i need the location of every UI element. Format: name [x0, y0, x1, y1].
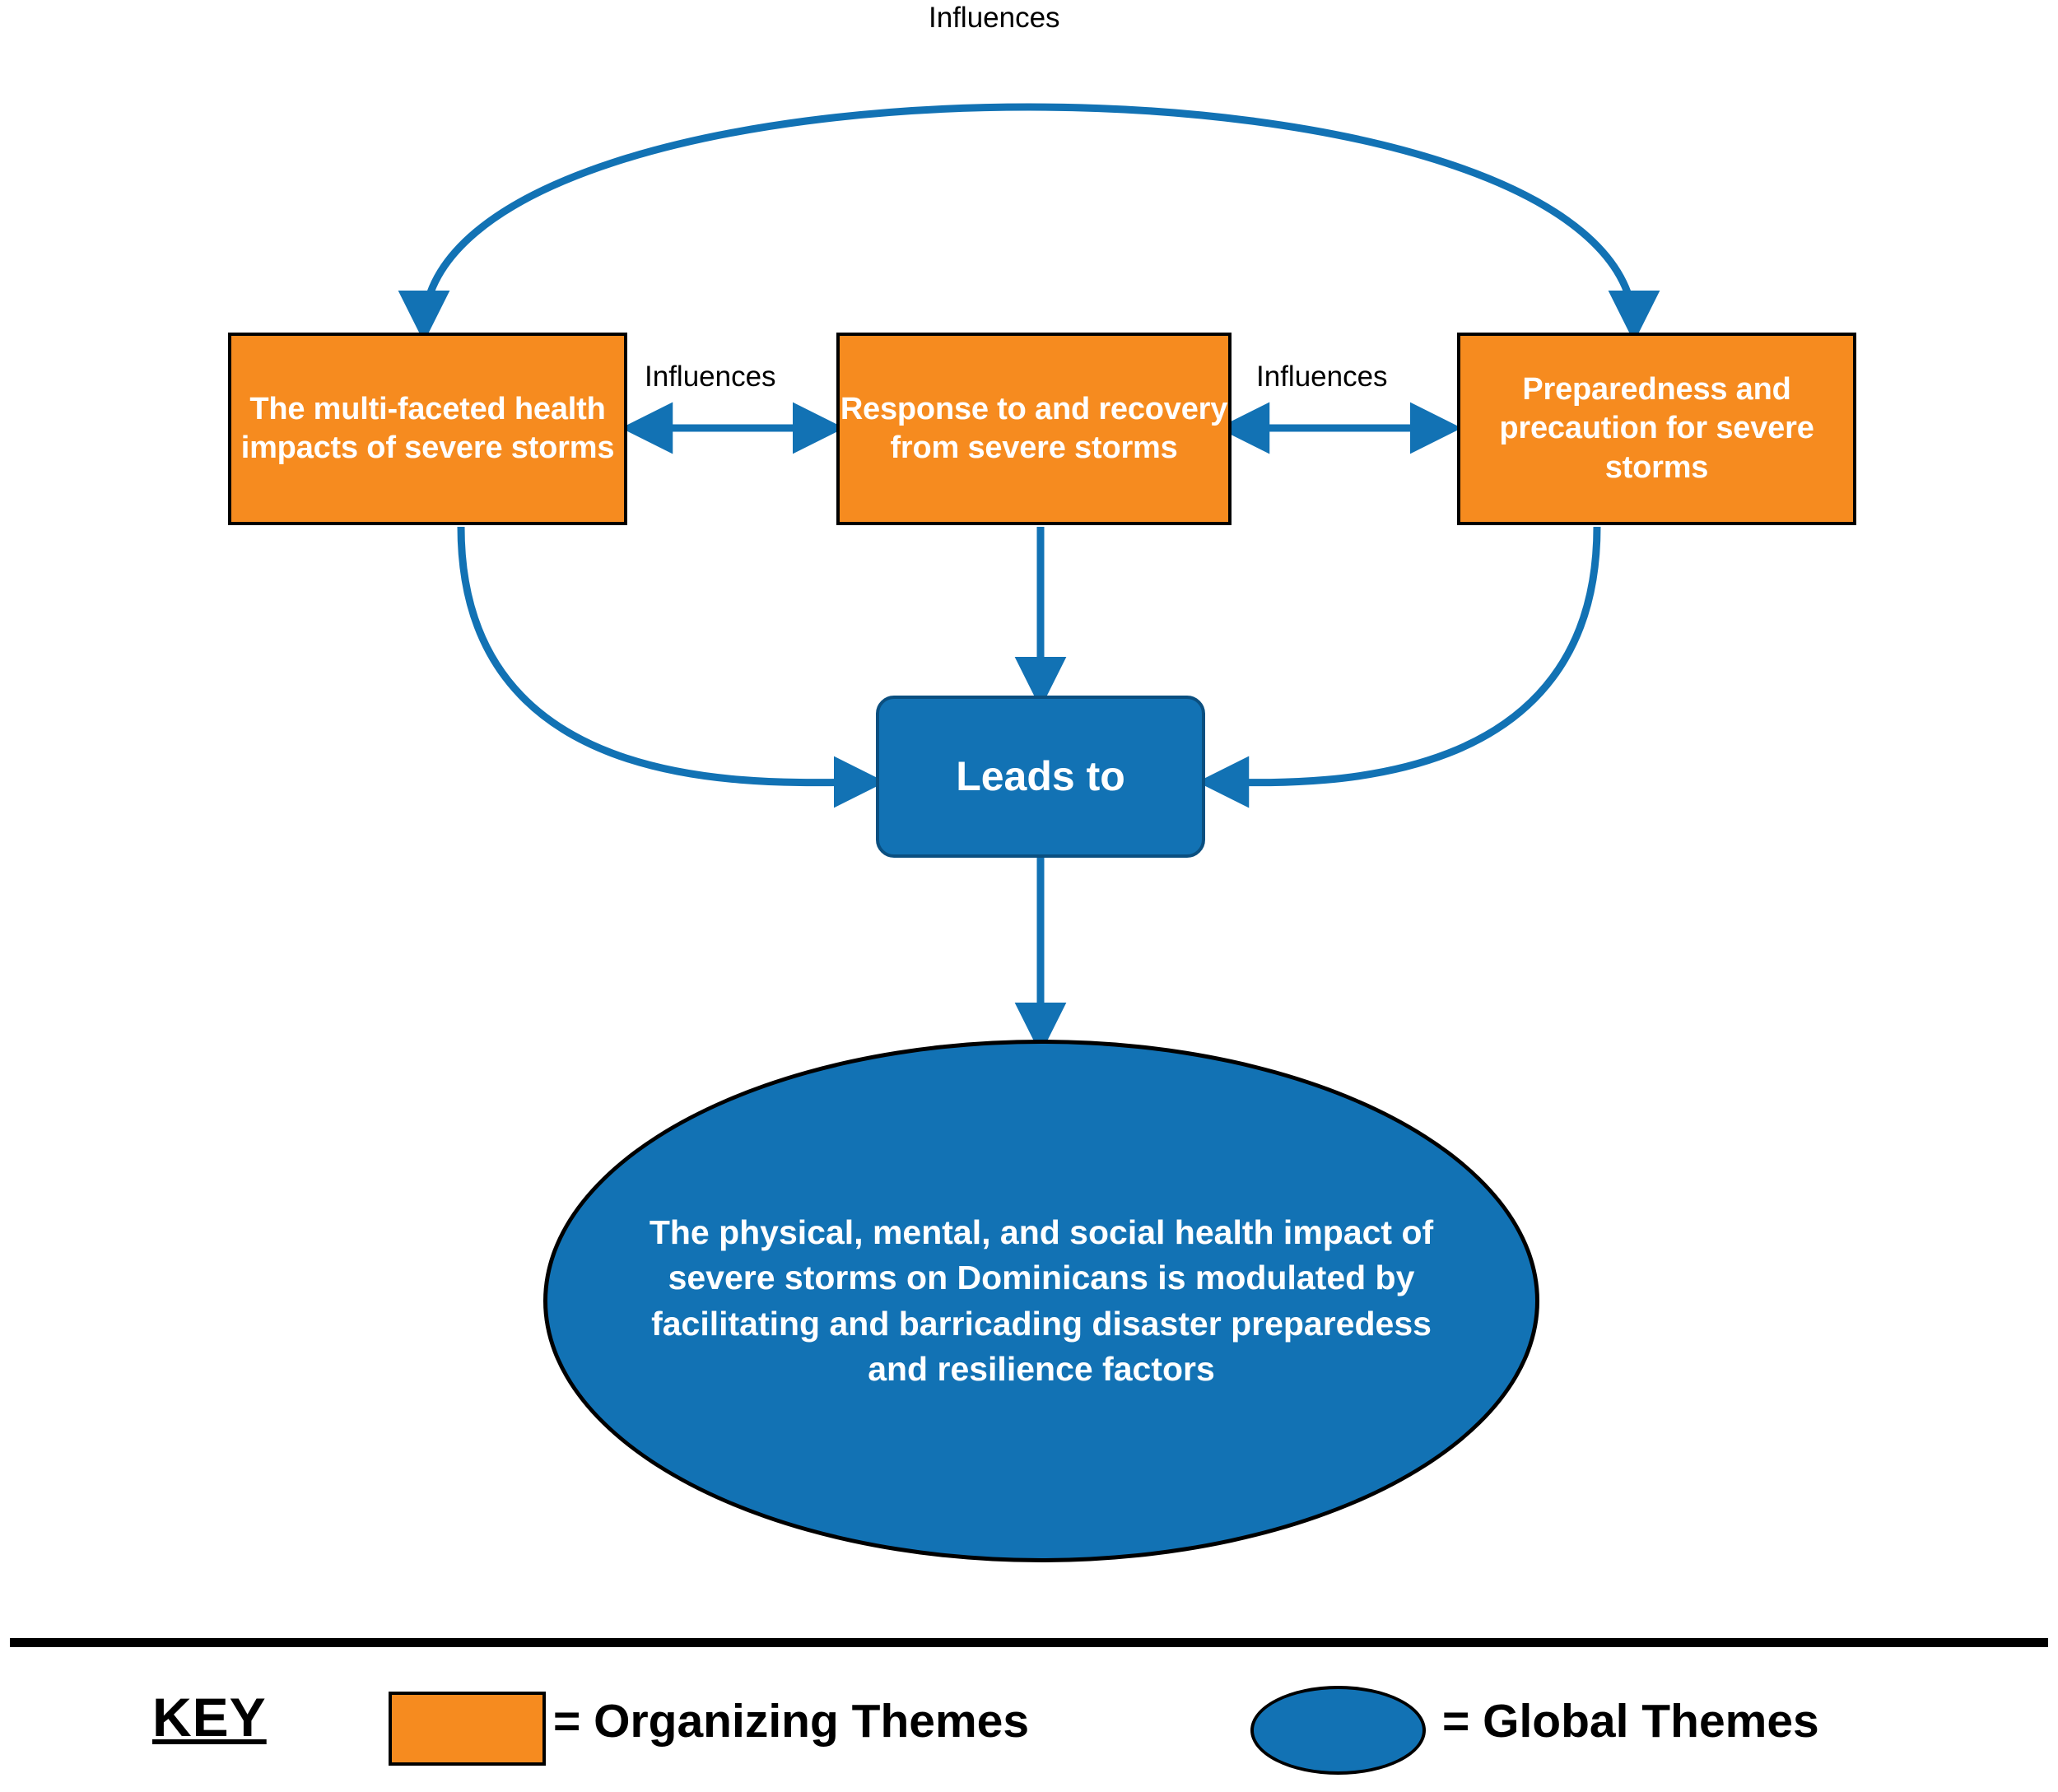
organizing-theme-response-recovery[interactable]: Response to and recovery from severe storms — [836, 333, 1232, 525]
edge-label-left-influences: Influences — [640, 359, 781, 395]
arc-health-to-leads — [461, 527, 873, 783]
key-divider — [10, 1638, 2048, 1647]
edge-label-right-influences: Influences — [1251, 359, 1393, 395]
key-swatch-global — [1250, 1686, 1426, 1775]
arc-influences-top — [424, 107, 1634, 329]
key-title: KEY — [152, 1687, 267, 1748]
key-swatch-organizing — [389, 1692, 546, 1766]
organizing-theme-preparedness[interactable]: Preparedness and precaution for severe storms — [1457, 333, 1856, 525]
arc-preparedness-to-leads — [1210, 527, 1597, 783]
key-label-organizing: = Organizing Themes — [553, 1695, 1030, 1748]
key-label-global: = Global Themes — [1442, 1695, 1819, 1748]
organizing-theme-health-impacts[interactable]: The multi-faceted health impacts of severe storms — [228, 333, 627, 525]
global-theme-node[interactable]: The physical, mental, and social health impact of severe storms on Dominicans is modulated by facilitating and barricading disaster preparedess and resilience factors — [543, 1040, 1539, 1562]
edge-label-top-influences: Influences — [924, 0, 1065, 36]
leads-to-node[interactable]: Leads to — [876, 696, 1205, 858]
